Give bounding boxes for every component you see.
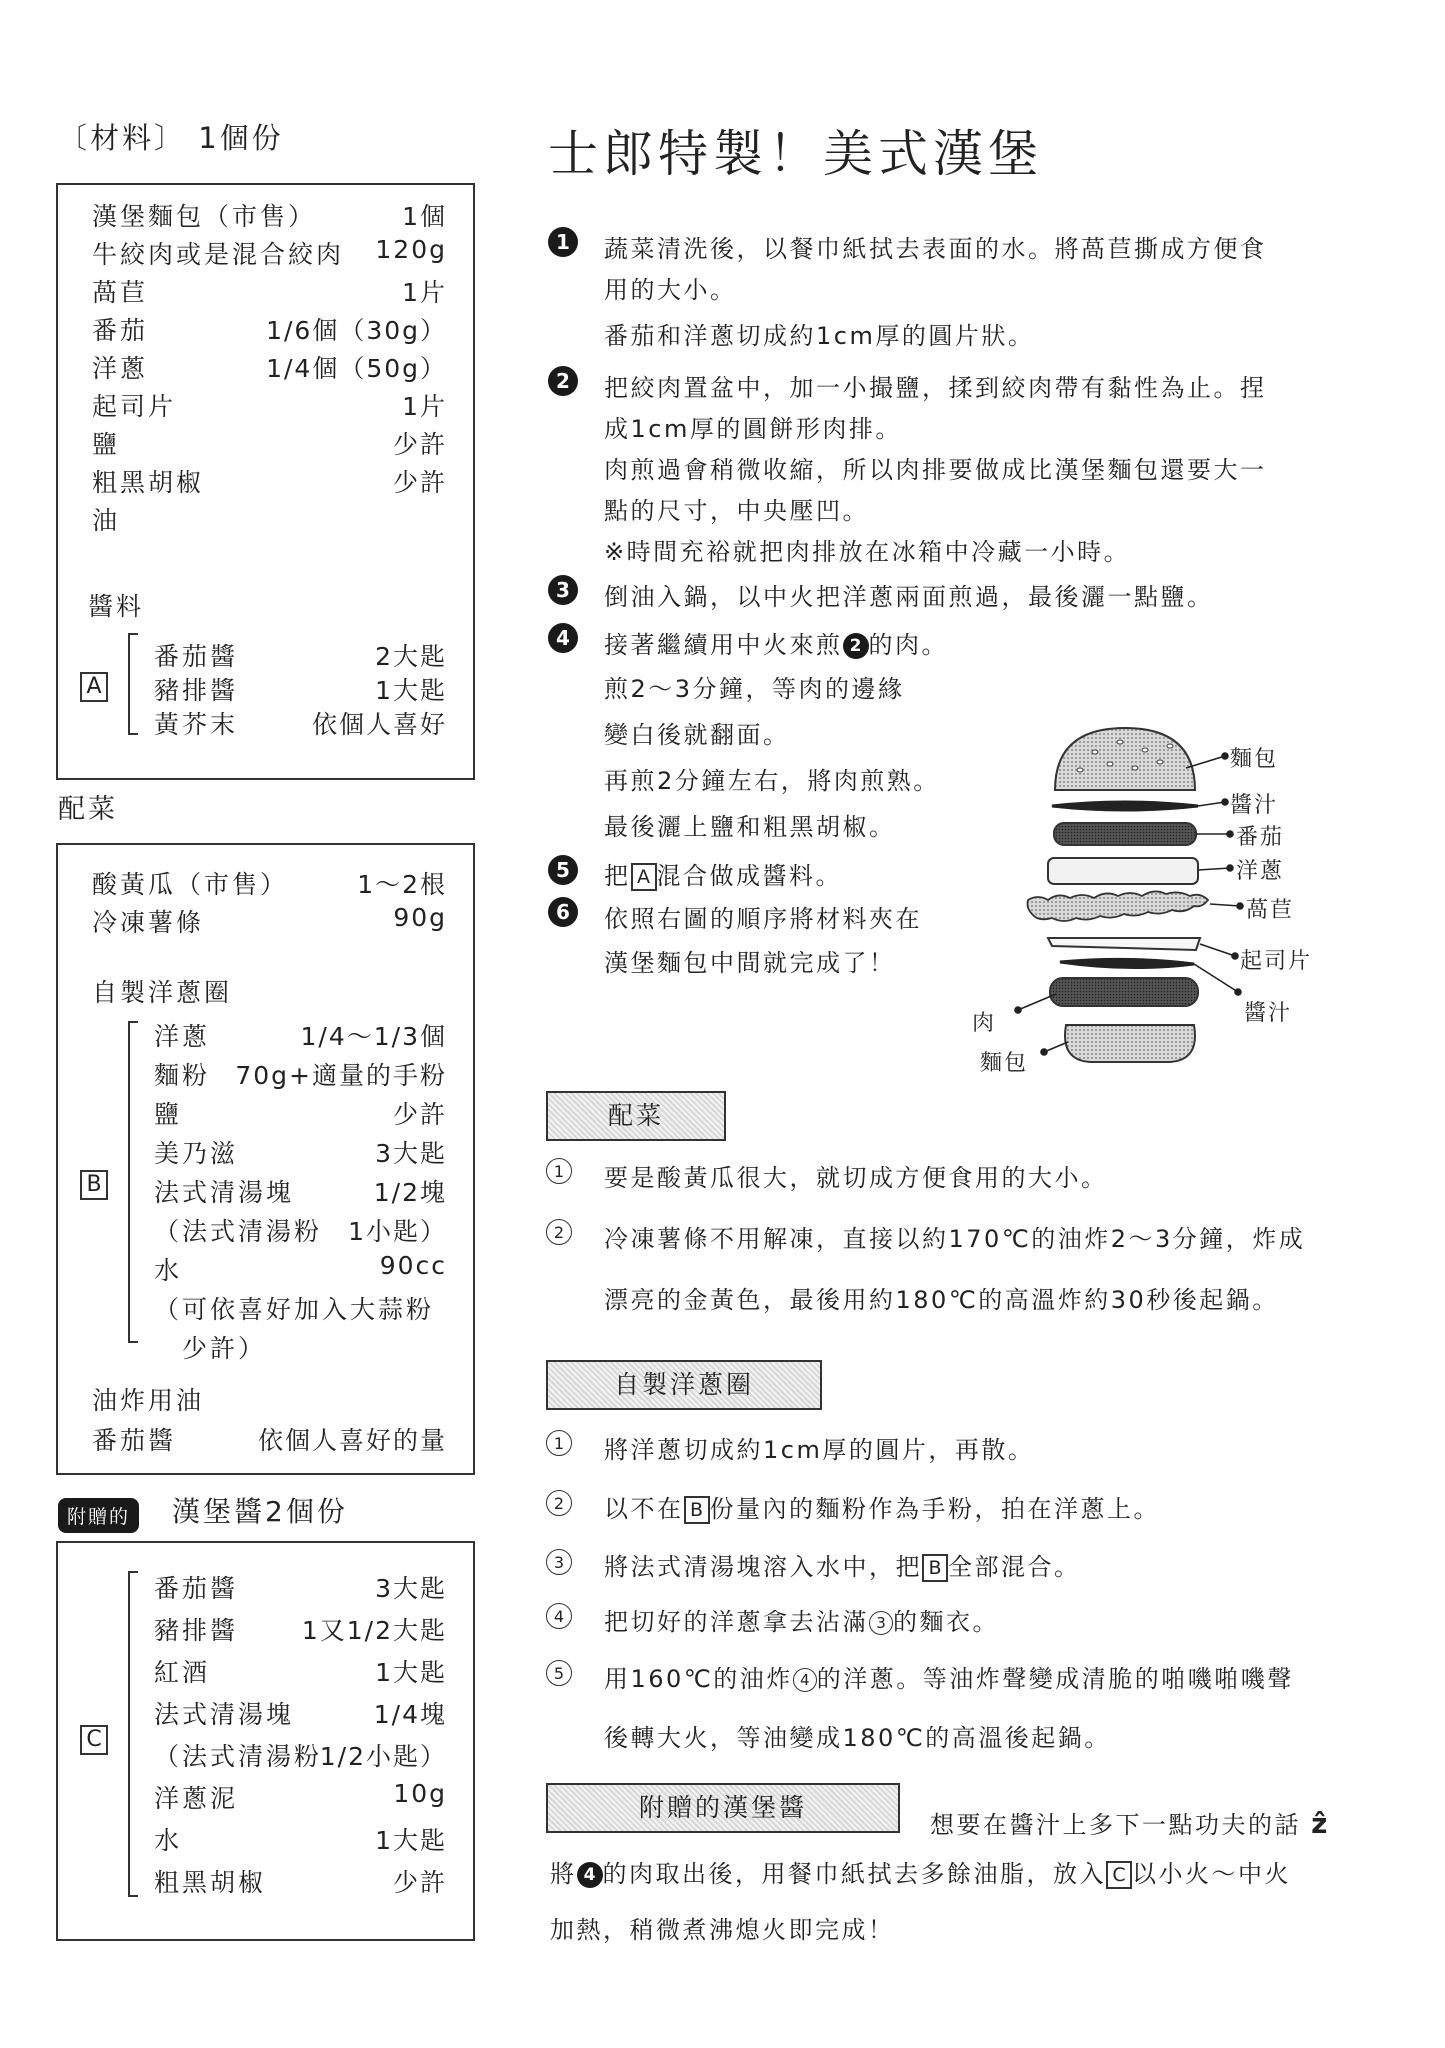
sauce-item-amount: 依個人喜好: [311, 710, 447, 739]
step-text-part: 全部混合。: [948, 1553, 1081, 1581]
bonus-title: 漢堡醬2個份: [172, 1495, 348, 1528]
bonus-item-amount: 1大匙: [375, 1826, 447, 1855]
burger-label-sauce: 醬汁: [1230, 793, 1279, 818]
step-text: 後轉大火，等油變成180℃的高溫後起鍋。: [604, 1724, 1111, 1752]
materials-box: [56, 183, 475, 780]
step-text-part: 的洋蔥。等油炸聲變成清脆的啪嘰啪嘰聲: [816, 1665, 1294, 1693]
ingredient-amount: 1個: [402, 202, 447, 231]
step-number: 2: [548, 366, 578, 396]
burger-label-meat: 肉: [972, 1011, 997, 1036]
onion-item-amount: 1/2塊: [373, 1178, 447, 1207]
bonus-item-name: 粗黑胡椒: [154, 1868, 267, 1897]
ingredient-amount: 1/6個（30g）: [266, 316, 447, 345]
onion-item-amount: 少許: [392, 1100, 447, 1129]
bun-top: [1055, 728, 1195, 790]
step-text-part: 的肉。: [868, 631, 948, 659]
step-text-part: 將法式清湯塊溶入水中，把: [604, 1553, 922, 1581]
step-text-part: 把: [604, 862, 631, 890]
ingredient-name: 萵苣: [92, 278, 149, 307]
bonus-item-amount: 少許: [392, 1868, 447, 1897]
sauce-letter-a: A: [80, 672, 108, 702]
circle-number: 1: [546, 1158, 572, 1184]
sauce-label: 醬料: [88, 592, 145, 621]
step-text: [604, 1602, 999, 1637]
step-text: 最後灑上鹽和粗黑胡椒。: [604, 813, 896, 841]
page-title: 士郎特製！美式漢堡: [548, 125, 1043, 183]
lettuce-layer: [1028, 891, 1209, 921]
ingredient-name: 漢堡麵包（市售）: [92, 202, 317, 231]
step-text: 漂亮的金黃色，最後用約180℃的高溫炸約30秒後起鍋。: [604, 1286, 1279, 1314]
bracket: [128, 1021, 138, 1343]
step-text: 蔬菜清洗後，以餐巾紙拭去表面的水。將萵苣撕成方便食: [604, 235, 1267, 263]
step-text: [550, 1854, 1291, 1889]
sauce-item-amount: 2大匙: [375, 642, 447, 671]
step-text-part: 把切好的洋蔥拿去沾滿: [604, 1608, 869, 1636]
bonus-item-amount: 1大匙: [375, 1658, 447, 1687]
section-head-side: 配菜: [546, 1091, 726, 1141]
onion-item-amount: 3大匙: [375, 1139, 447, 1168]
step-text: 將洋蔥切成約1cm厚的圓片，再散。: [604, 1436, 1035, 1464]
step-text: ※時間充裕就把肉排放在冰箱中冷藏一小時。: [604, 538, 1131, 566]
step-text: 把絞肉置盆中，加一小撮鹽，揉到絞肉帶有黏性為止。捏: [604, 374, 1267, 402]
cheese-layer: [1048, 938, 1200, 950]
onion-layer: [1048, 858, 1198, 884]
side-item-amount: 90g: [393, 903, 447, 932]
bonus-item-name: 法式清湯塊: [154, 1700, 295, 1729]
sauce-item-name: 豬排醬: [154, 676, 239, 705]
onion-item-name: （法式清湯粉: [154, 1217, 323, 1246]
side-item-name: 酸黃瓜（市售）: [92, 870, 289, 899]
ingredient-name: 油: [92, 506, 121, 535]
step-number: 1: [548, 227, 578, 257]
step-number: 3: [548, 575, 578, 605]
step-ref-circle: 4: [793, 1668, 817, 1692]
step-text-part: 混合做成醬料。: [656, 862, 842, 890]
ingredient-name: 番茄: [92, 316, 149, 345]
side-header: 配菜: [58, 794, 118, 825]
step-text-part: 將: [550, 1860, 577, 1888]
step-text: 用的大小。: [604, 276, 737, 304]
ingredient-amount: 少許: [392, 430, 447, 459]
bonus-item-name: 水: [154, 1826, 183, 1855]
step-text-part: 的麵衣。: [893, 1608, 999, 1636]
step-text: 變白後就翻面。: [604, 721, 790, 749]
burger-label-lettuce: 萵苣: [1246, 898, 1295, 923]
step-number: 5: [548, 855, 578, 885]
onion-item-name: （可依喜好加入大蒜粉: [154, 1295, 435, 1324]
onion-item-name: 麵粉: [154, 1061, 211, 1090]
bonus-item-name: 番茄醬: [154, 1574, 239, 1603]
bonus-note-text: 想要在醬汁上多下一點功夫的話: [930, 1811, 1301, 1839]
step-number: 6: [548, 897, 578, 927]
onion-item-amount: 1小匙）: [348, 1217, 447, 1246]
step-text-part: 用160℃的油炸: [604, 1665, 793, 1693]
onion-item-amount: 90cc: [379, 1251, 447, 1280]
bracket: [128, 1571, 138, 1897]
step-letter-a: A: [631, 863, 657, 891]
ketchup-name: 番茄醬: [92, 1426, 177, 1455]
onion-item-name: 法式清湯塊: [154, 1178, 295, 1207]
step-text: [604, 856, 842, 891]
onion-item-name: 少許）: [154, 1334, 267, 1363]
step-letter-b: B: [922, 1554, 948, 1582]
circle-number: 3: [546, 1549, 572, 1575]
patty-layer: [1050, 978, 1198, 1006]
bonus-box: [56, 1541, 475, 1941]
sauce-item-name: 番茄醬: [154, 642, 239, 671]
circle-number: 2: [546, 1490, 572, 1516]
sauce-item-name: 黃芥末: [154, 710, 239, 739]
bonus-item-amount: 3大匙: [375, 1574, 447, 1603]
onion-item-name: 美乃滋: [154, 1139, 239, 1168]
ingredient-name: 鹽: [92, 430, 121, 459]
step-text: [604, 1547, 1081, 1582]
tomato-layer: [1054, 823, 1196, 845]
ingredient-amount: 少許: [392, 468, 447, 497]
step-text: 冷凍薯條不用解凍，直接以約170℃的油炸2〜3分鐘，炸成: [604, 1225, 1306, 1253]
step-text-part: 的肉取出後，用餐巾紙拭去多餘油脂，放入: [602, 1860, 1106, 1888]
burger-label-sauce: 醬汁: [1244, 1001, 1293, 1026]
burger-label-bun-top: 麵包: [1230, 747, 1279, 772]
step-text: [604, 1489, 1160, 1524]
bonus-item-name: （法式清湯粉: [154, 1742, 323, 1771]
bonus-item-name: 豬排醬: [154, 1616, 239, 1645]
step-text-part: 以不在: [604, 1495, 684, 1523]
onion-ring-label: 自製洋蔥圈: [92, 978, 233, 1007]
step-letter-b: B: [684, 1496, 710, 1524]
sauce-layer: [1060, 959, 1194, 967]
burger-label-onion: 洋蔥: [1236, 859, 1285, 884]
step-number: 4: [548, 623, 578, 653]
bonus-letter-c: C: [80, 1725, 108, 1755]
sauce-item-amount: 1大匙: [375, 676, 447, 705]
step-ref-bullet: 2: [843, 633, 869, 659]
section-head-bonus: 附贈的漢堡醬: [546, 1783, 900, 1833]
step-text: 再煎2分鐘左右，將肉煎熟。: [604, 767, 940, 795]
section-head-onion: 自製洋蔥圈: [546, 1360, 822, 1410]
bonus-item-name: 紅酒: [154, 1658, 211, 1687]
ingredient-name: 粗黑胡椒: [92, 468, 205, 497]
bracket: [128, 633, 138, 735]
step-text: 番茄和洋蔥切成約1cm厚的圓片狀。: [604, 322, 1035, 350]
onion-item-name: 鹽: [154, 1100, 183, 1129]
bonus-tag: 附贈的: [58, 1498, 139, 1533]
bun-bottom: [1065, 1025, 1195, 1062]
step-text: 點的尺寸，中央壓凹。: [604, 497, 869, 525]
step-text: 煎2〜3分鐘，等肉的邊緣: [604, 675, 905, 703]
onion-item-name: 水: [154, 1256, 183, 1285]
step-text-part: 接著繼續用中火來煎: [604, 631, 843, 659]
fry-oil: 油炸用油: [92, 1386, 205, 1415]
step-text-part: 份量內的麵粉作為手粉，拍在洋蔥上。: [709, 1495, 1160, 1523]
circle-number: 1: [546, 1430, 572, 1456]
ingredient-name: 洋蔥: [92, 354, 149, 383]
circle-number: 4: [546, 1603, 572, 1629]
step-text: 依照右圖的順序將材料夾在: [604, 905, 922, 933]
bonus-item-name: 洋蔥泥: [154, 1784, 239, 1813]
circle-number: 5: [546, 1660, 572, 1686]
onion-item-name: 洋蔥: [154, 1022, 211, 1051]
onion-item-amount: 70g+適量的手粉: [235, 1061, 447, 1090]
bonus-item-amount: 1又1/2大匙: [301, 1616, 447, 1645]
step-text: [604, 1659, 1294, 1694]
step-text-part: 以小火〜中火: [1132, 1860, 1291, 1888]
ingredient-amount: 1片: [402, 278, 447, 307]
ingredient-name: 起司片: [92, 392, 177, 421]
step-text: 漢堡麵包中間就完成了！: [604, 949, 896, 977]
ingredient-name: 牛絞肉或是混合絞肉: [92, 240, 345, 269]
step-text: 要是酸黃瓜很大，就切成方便食用的大小。: [604, 1164, 1108, 1192]
side-item-amount: 1〜2根: [357, 870, 447, 899]
bonus-item-amount: 1/2小匙）: [319, 1742, 447, 1771]
step-text: 加熱，稍微煮沸熄火即完成！: [550, 1916, 895, 1944]
sauce-layer: [1052, 802, 1198, 810]
bonus-item-amount: 1/4塊: [373, 1700, 447, 1729]
burger-label-cheese: 起司片: [1240, 949, 1313, 974]
step-text: 倒油入鍋，以中火把洋蔥兩面煎過，最後灑一點鹽。: [604, 583, 1214, 611]
materials-header: 〔材料〕 1個份: [58, 121, 284, 155]
burger-label-tomato: 番茄: [1236, 825, 1285, 850]
step-text: 成1cm厚的圓餅形肉排。: [604, 415, 902, 443]
step-ref-circle: 3: [869, 1611, 893, 1635]
side-item-name: 冷凍薯條: [92, 908, 205, 937]
circle-number: 2: [546, 1219, 572, 1245]
step-text: [604, 625, 948, 660]
bonus-note: [930, 1805, 1330, 1840]
bonus-item-amount: 10g: [393, 1779, 447, 1808]
ingredient-amount: 120g: [375, 235, 447, 264]
side-box: [56, 843, 475, 1475]
burger-label-bun-bottom: 麵包: [980, 1051, 1029, 1076]
step-letter-c: C: [1106, 1861, 1132, 1889]
onion-letter-b: B: [80, 1170, 108, 1200]
step-ref-bullet: 4: [577, 1862, 603, 1888]
squiggle-icon: ẑ: [1311, 1807, 1330, 1840]
ingredient-amount: 1/4個（50g）: [266, 354, 447, 383]
step-text: 肉煎過會稍微收縮，所以肉排要做成比漢堡麵包還要大一: [604, 456, 1267, 484]
ingredient-amount: 1片: [402, 392, 447, 421]
ketchup-amount: 依個人喜好的量: [257, 1426, 447, 1455]
onion-item-amount: 1/4〜1/3個: [300, 1022, 447, 1051]
